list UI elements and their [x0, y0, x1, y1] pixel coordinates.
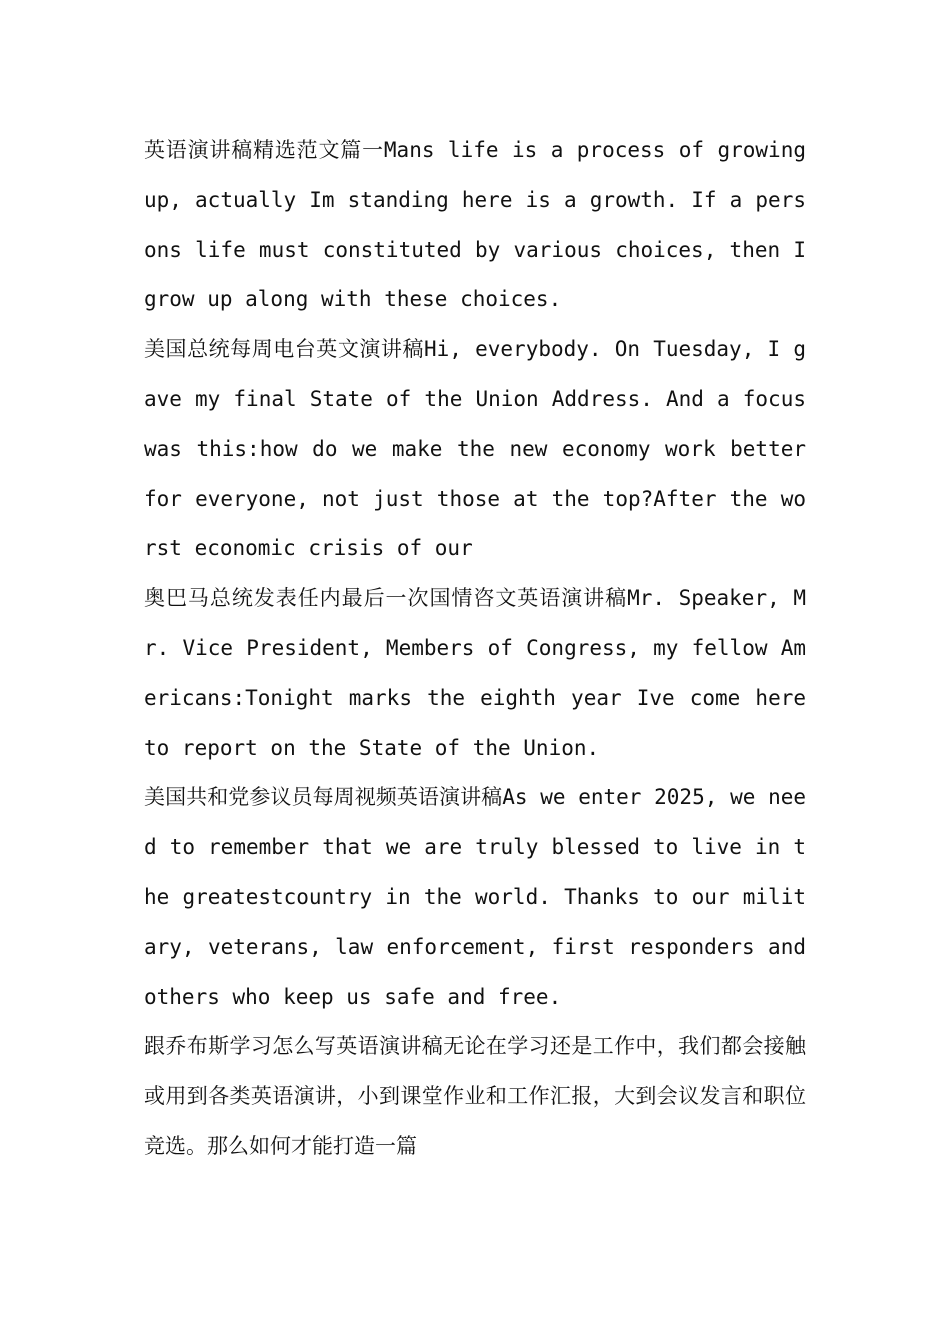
paragraph-3: 奥巴马总统发表任内最后一次国情咨文英语演讲稿Mr. Speaker, Mr. Vice President, Members of Congress, my fellow Americans:Tonight marks the eighth year Ive come here to report on the State of the Union. [144, 586, 806, 760]
paragraph-4: 美国共和党参议员每周视频英语演讲稿As we enter 2025, we need to remember that we are truly blessed to live in the greatestcountry in the world. Thanks to our military, veterans, law enforcement, first responders andothers who keep us safe and free. [144, 785, 806, 1009]
paragraph-5: 跟乔布斯学习怎么写英语演讲稿无论在学习还是工作中，我们都会接触或用到各类英语演讲，小到课堂作业和工作汇报，大到会议发言和职位竞选。那么如何才能打造一篇 [144, 1034, 806, 1158]
document-body [144, 126, 806, 1172]
paragraph-2: 美国总统每周电台英文演讲稿Hi, everybody. On Tuesday, I gave my final State of the Union Address. And a focus was this:how do we make the new economy work better for everyone, not just those at the top?After the worst economic crisis of our [144, 337, 806, 561]
paragraph-1: 英语演讲稿精选范文篇一Mans life is a process of growing up, actually Im standing here is a growth. If a persons life must constituted by various choices, then I grow up along with these choices. [144, 138, 806, 312]
